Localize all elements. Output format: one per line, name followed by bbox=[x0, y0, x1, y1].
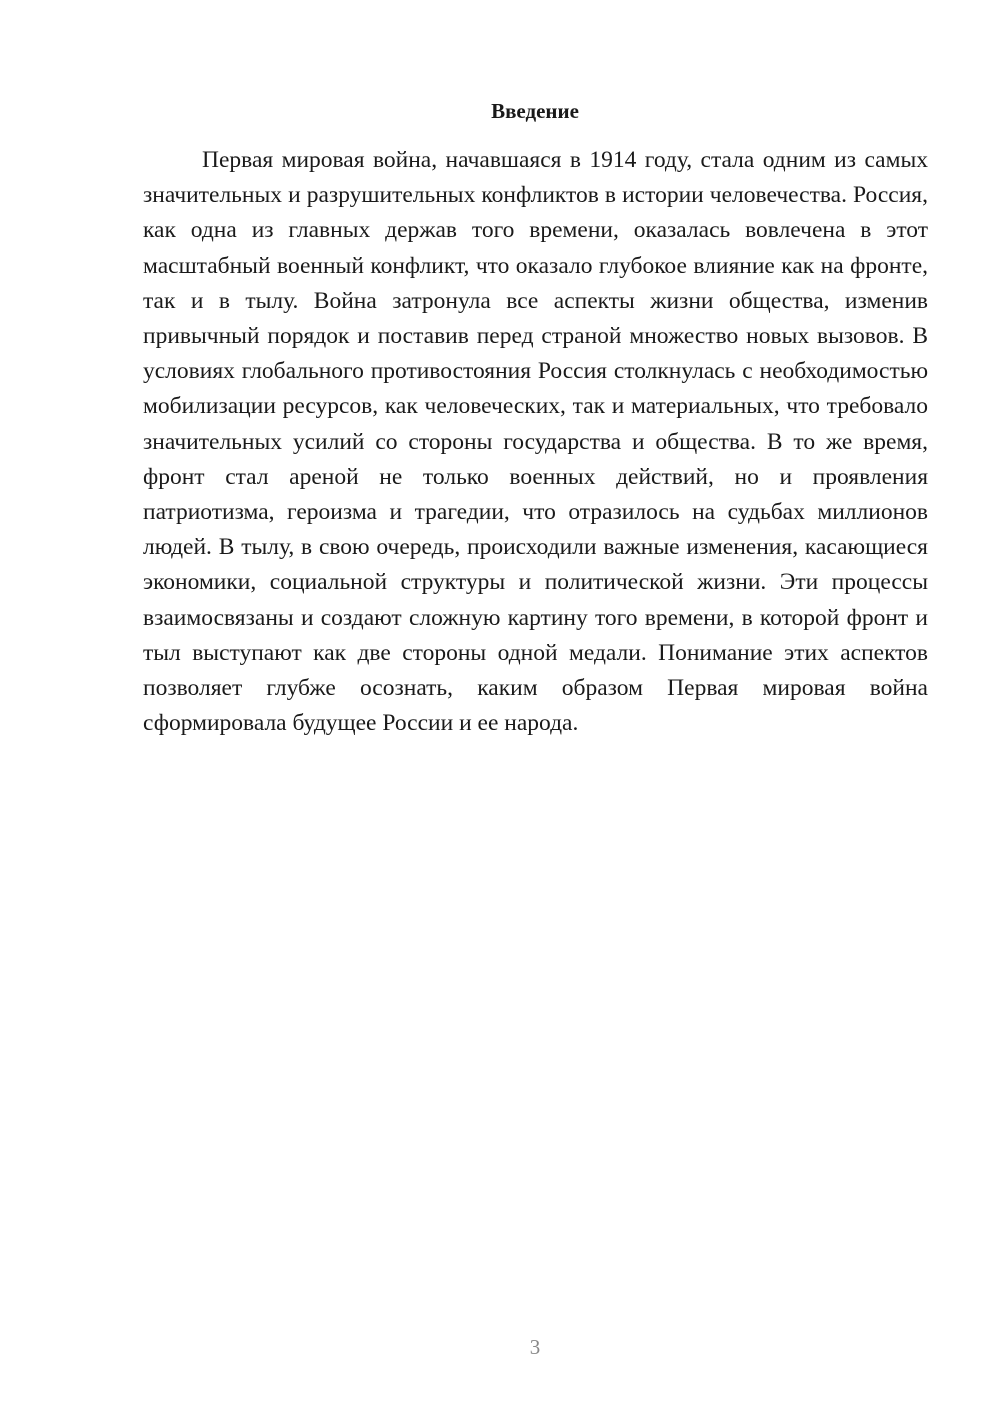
section-heading: Введение bbox=[491, 99, 579, 123]
page-number: 3 bbox=[529, 1335, 541, 1359]
intro-paragraph: Первая мировая война, начавшаяся в 1914 году, стала одним из самых значительных и разрушительных конфликтов в истории человечества. Россия, как одна из главных держав того времени, оказалась вовлечена в этот масштабный военный конфликт, что оказало глубокое влияние как на фронте, так и в тылу. Война затронула все аспекты жизни общества, изменив привычный порядок и поставив перед страной множество новых вызовов. В условиях глобального противостояния Россия столкнулась с необходимостью мобилизации ресурсов, как человеческих, так и материальных, что требовало значительных усилий со стороны государства и общества. В то же время, фронт стал ареной не только военных действий, но и проявления патриотизма, героизма и трагедии, что отразилось на судьбах миллионов людей. В тылу, в свою очередь, происходили важные изменения, касающиеся экономики, социальной структуры и политической жизни. Эти процессы взаимосвязаны и создают сложную картину того времени, в которой фронт и тыл выступают как две стороны одной медали. Понимание этих аспектов позволяет глубже осознать, каким образом Первая мировая война сформировала будущее России и ее народа. bbox=[143, 147, 928, 737]
